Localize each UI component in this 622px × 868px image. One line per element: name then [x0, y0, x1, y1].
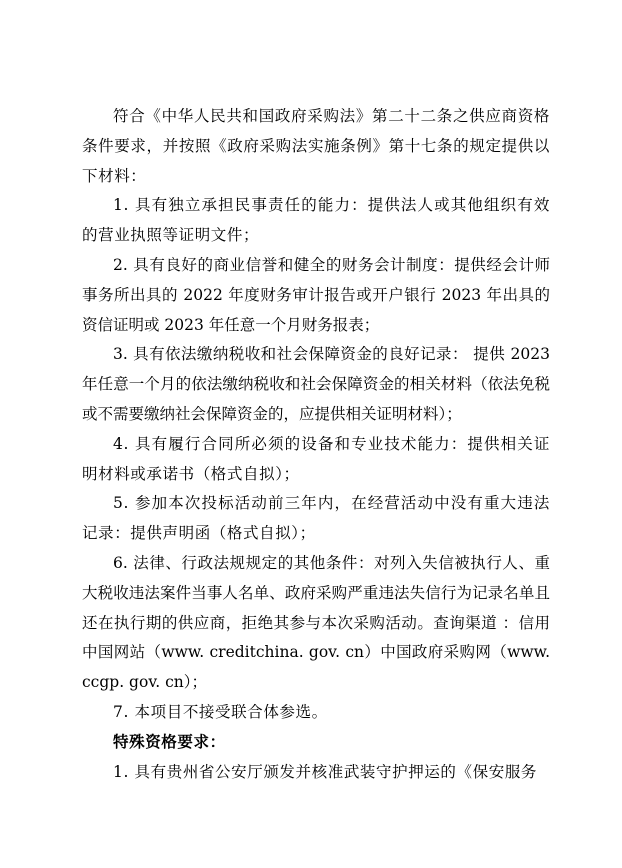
- document-page: [82, 102, 550, 787]
- qualification-item-3: 3. 具有依法缴纳税收和社会保障资金的良好记录： 提供 2023 年任意一个月的依法缴纳税收和社会保障资金的相关材料（依法免税或不需要缴纳社会保障资金的，应提供相关证明材料）；: [82, 345, 550, 423]
- qualification-item-2: 2. 具有良好的商业信誉和健全的财务会计制度：提供经会计师事务所出具的 2022 年度财务审计报告或开户银行 2023 年出具的资信证明或 2023 年任意一个月财务报表；: [82, 255, 550, 334]
- qualification-item-6: 6. 法律、行政法规规定的其他条件：对列入失信被执行人、重大税收违法案件当事人名单、政府采购严重违法失信行为记录名单且还在执行期的供应商，拒绝其参与本次采购活动。查询渠道 ：信用中国网站（www. creditchina. gov. cn）中国政府采购网（www. ccgp. gov. cn）；: [82, 553, 550, 692]
- intro-paragraph: 符合《中华人民共和国政府采购法》第二十二条之供应商资格条件要求，并按照《政府采购法实施条例》第十七条的规定提供以下材料：: [82, 107, 550, 185]
- qualification-item-5: 5. 参加本次投标活动前三年内，在经营活动中没有重大违法记录：提供声明函（格式自拟）；: [82, 494, 550, 543]
- qualification-item-7: 7. 本项目不接受联合体参选。: [113, 702, 328, 721]
- special-requirements-heading: 特殊资格要求：: [113, 732, 226, 751]
- special-item-1: 1. 具有贵州省公安厅颁发并核准武装守护押运的《保安服务: [113, 762, 538, 781]
- qualification-item-1: 1. 具有独立承担民事责任的能力：提供法人或其他组织有效的营业执照等证明文件；: [82, 196, 550, 245]
- qualification-item-4: 4. 具有履行合同所必须的设备和专业技术能力：提供相关证明材料或承诺书（格式自拟）；: [82, 434, 550, 483]
